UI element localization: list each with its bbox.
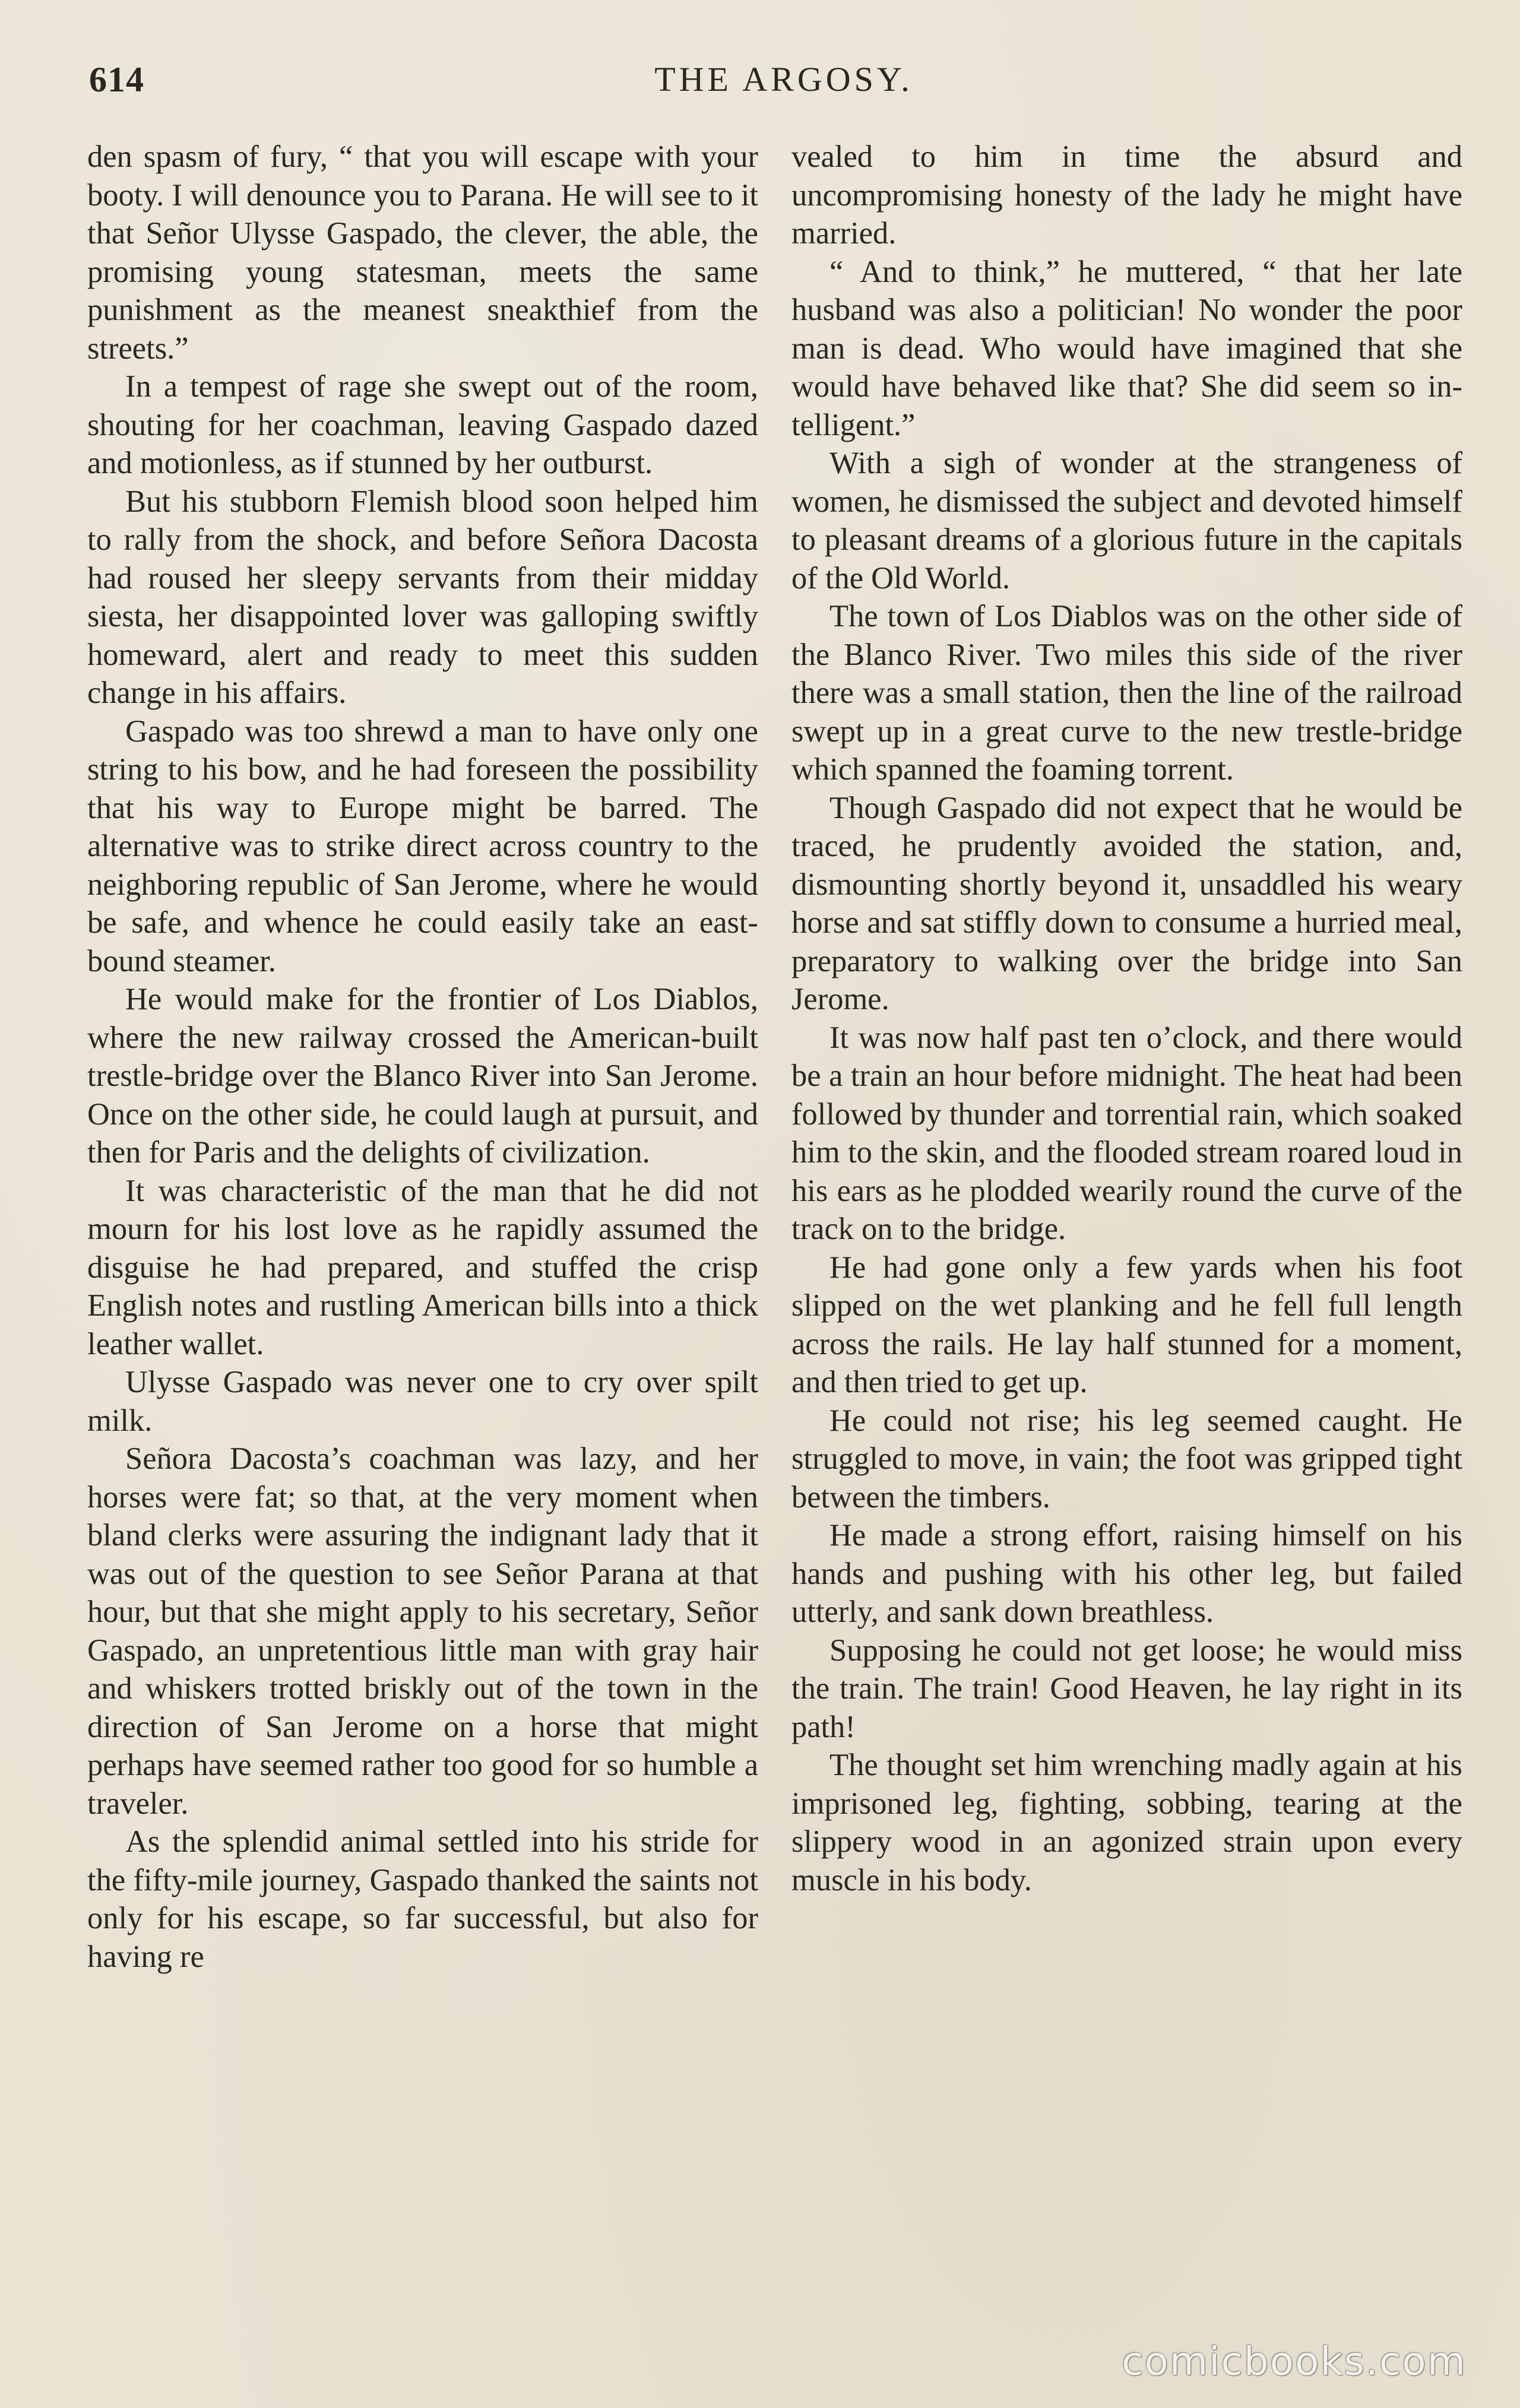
paragraph: In a tempest of rage she swept out of the room, shouting for her coachman, leaving Gaspado dazed and motionless, as if stunned by her outburst. xyxy=(87,369,758,480)
paragraph: He would make for the frontier of Los Diablos, where the new railway crossed the American-built trestle-bridge over the Blanco River into San Jerome. Once on the other side, he could laugh at pursuit, and then for Paris and the delights of civilization. xyxy=(87,982,758,1170)
paragraph: The thought set him wrenching madly again at his imprisoned leg, fighting, sobbing, tearing at the slippery wood in an agonized strain upon every muscle in his body. xyxy=(791,1748,1462,1897)
paragraph: Supposing he could not get loose; he would miss the train. The train! Good Heaven, he lay right in its path! xyxy=(791,1633,1462,1744)
page-number: 614 xyxy=(89,60,144,99)
paragraph: He had gone only a few yards when his foot slipped on the wet planking and he fell full length across the rails. He lay half stunned for a moment, and then tried to get up. xyxy=(791,1250,1462,1399)
left-column xyxy=(87,138,758,1976)
running-head: THE ARGOSY. xyxy=(654,60,913,99)
right-column xyxy=(791,138,1462,1899)
paragraph: “ And to think,” he muttered, “ that her late husband was also a politician! No wonder the poor man is dead. Who would have imagined that she would have behaved like that? She did seem so intelligent.” xyxy=(791,254,1462,442)
paragraph: He made a strong effort, raising himself on his hands and pushing with his other leg, but failed utterly, and sank down breathless. xyxy=(791,1518,1462,1629)
paragraph: den spasm of fury, “ that you will escape with your booty. I will denounce you to Parana. He will see to it that Señor Ulysse Gaspado, the clever, the able, the promising young statesman, meets the same punishment as the meanest sneakthief from the streets.” xyxy=(87,140,758,366)
paragraph: With a sigh of wonder at the strangeness of women, he dismissed the subject and devoted himself to pleasant dreams of a glorious future in the capitals of the Old World. xyxy=(791,446,1462,595)
paragraph: But his stubborn Flemish blood soon helped him to rally from the shock, and before Señora Dacosta had roused her sleepy servants from their midday siesta, her disappointed lover was galloping swiftly homeward, alert and ready to meet this sudden change in his affairs. xyxy=(87,484,758,710)
paragraph: He could not rise; his leg seemed caught. He struggled to move, in vain; the foot was gripped tight between the timbers. xyxy=(791,1403,1462,1514)
paragraph: Ulysse Gaspado was never one to cry over spilt milk. xyxy=(87,1365,758,1438)
paragraph: Señora Dacosta’s coachman was lazy, and her horses were fat; so that, at the very moment when bland clerks were assuring the indignant lady that it was out of the question to see Señor Parana at that hour, but that she might apply to his secretary, Señor Gaspado, an unpretentious little man with gray hair and whiskers trotted briskly out of the town in the direction of San Jerome on a horse that might perhaps have seemed rather too good for so humble a traveler. xyxy=(87,1441,758,1821)
paragraph: vealed to him in time the absurd and uncompromising honesty of the lady he might have married. xyxy=(791,140,1462,251)
paragraph: The town of Los Diablos was on the other side of the Blanco River. Two miles this side of the river there was a small station, then the line of the railroad swept up in a great curve to the new trestle-bridge which spanned the foaming torrent. xyxy=(791,599,1462,787)
paragraph: As the splendid animal settled into his stride for the fifty-mile journey, Gaspado thanked the saints not only for his escape, so far successful, but also for having re xyxy=(87,1824,758,1974)
paragraph: Though Gaspado did not expect that he would be traced, he prudently avoided the station, and, dismounting shortly beyond it, unsaddled his weary horse and sat stiffly down to consume a hurried meal, preparatory to walking over the bridge into San Jerome. xyxy=(791,790,1462,1016)
paragraph: It was characteristic of the man that he did not mourn for his lost love as he rapidly assumed the disguise he had prepared, and stuffed the crisp English notes and rustling American bills into a thick leather wallet. xyxy=(87,1173,758,1361)
page-header xyxy=(89,59,1478,113)
site-watermark: comicbooks.com xyxy=(1122,2339,1467,2384)
paragraph: It was now half past ten o’clock, and there would be a train an hour before midnight. The heat had been followed by thunder and torrential rain, which soaked him to the skin, and the flooded stream roared loud in his ears as he plodded wearily round the curve of the track on to the bridge. xyxy=(791,1020,1462,1246)
paragraph: Gaspado was too shrewd a man to have only one string to his bow, and he had foreseen the possibility that his way to Europe might be barred. The alternative was to strike direct across country to the neighboring republic of San Jerome, where he would be safe, and whence he could easily take an east-bound steamer. xyxy=(87,714,758,978)
